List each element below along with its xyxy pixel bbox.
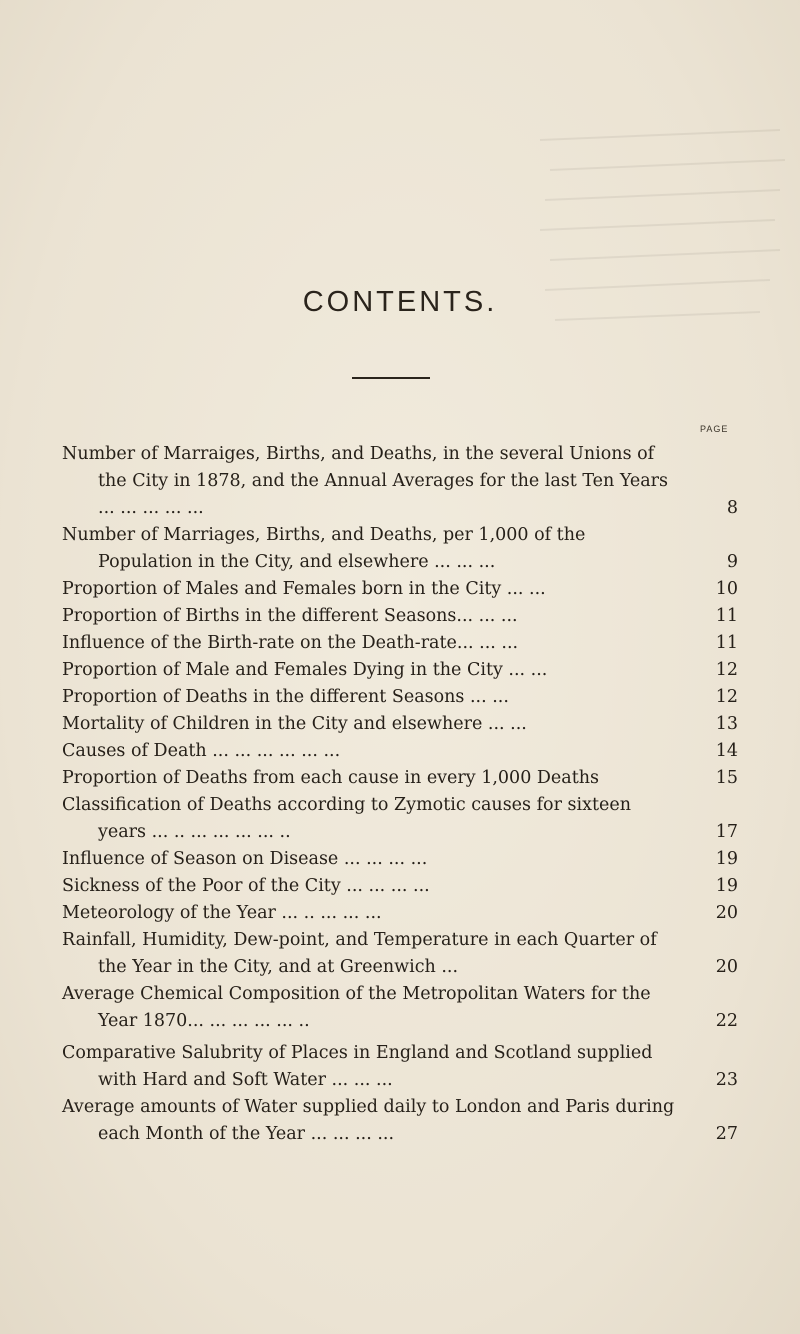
contents-entry (62, 441, 738, 522)
contents-entry (62, 927, 738, 981)
contents-entry (62, 711, 738, 738)
contents-entry (62, 900, 738, 927)
contents-entry (62, 981, 738, 1035)
entry-title: Number of Marraiges, Births, and Deaths, in the several Unions of the City in 1878, and the Annual Averages for the last Ten Years ... ... ... ... ... (62, 444, 669, 518)
entry-title: Mortality of Children in the City and elsewhere ... ... (62, 714, 527, 734)
entry-page-number: 22 (715, 1011, 738, 1031)
entry-page-number: 12 (715, 660, 738, 680)
contents-entry (62, 792, 738, 846)
contents-entry (62, 657, 738, 684)
entry-page-number: 20 (715, 957, 738, 977)
entry-title: Causes of Death ... ... ... ... ... ... (62, 741, 341, 761)
contents-entry (62, 684, 738, 711)
entry-title: Classification of Deaths according to Zymotic causes for sixteen years ... .. ... ... ... ... .. (62, 795, 631, 842)
contents-entry (62, 846, 738, 873)
entry-title: Number of Marriages, Births, and Deaths, per 1,000 of the Population in the City, and elsewhere ... ... ... (62, 525, 586, 572)
contents-entry (62, 1040, 738, 1094)
entry-page-number: 11 (715, 633, 738, 653)
entry-page-number: 19 (715, 849, 738, 869)
entry-page-number: 27 (715, 1124, 738, 1144)
entry-page-number: 23 (715, 1070, 738, 1090)
contents-entry (62, 603, 738, 630)
entry-title: Proportion of Male and Females Dying in the City ... ... (62, 660, 548, 680)
contents-entry (62, 873, 738, 900)
entry-page-number: 15 (715, 768, 738, 788)
contents-entry (62, 576, 738, 603)
entry-title: Rainfall, Humidity, Dew-point, and Temperature in each Quarter of the Year in the City, and at Greenwich ... (62, 930, 657, 977)
contents-entry (62, 765, 738, 792)
entry-page-number: 8 (726, 498, 738, 518)
contents-entry (62, 1094, 738, 1148)
entry-page-number: 10 (715, 579, 738, 599)
entry-title: Proportion of Males and Females born in the City ... ... (62, 579, 546, 599)
entry-page-number: 12 (715, 687, 738, 707)
entry-page-number: 17 (715, 822, 738, 842)
page-column-label: PAGE (700, 424, 729, 434)
entry-page-number: 14 (715, 741, 738, 761)
entry-page-number: 11 (715, 606, 738, 626)
contents-list (62, 441, 738, 1148)
entry-page-number: 9 (726, 552, 738, 572)
entry-page-number: 13 (715, 714, 738, 734)
entry-title: Comparative Salubrity of Places in England and Scotland supplied with Hard and Soft Water ... ... ... (62, 1043, 653, 1090)
entry-title: Meteorology of the Year ... .. ... ... ... (62, 903, 382, 923)
entry-title: Proportion of Deaths from each cause in every 1,000 Deaths (62, 768, 599, 788)
entry-title: Average Chemical Composition of the Metropolitan Waters for the Year 1870... ... ... ... ... .. (62, 984, 651, 1031)
entry-title: Proportion of Deaths in the different Seasons ... ... (62, 687, 509, 707)
title-divider (352, 377, 430, 379)
entry-title: Sickness of the Poor of the City ... ... ... ... (62, 876, 430, 896)
contents-entry (62, 738, 738, 765)
entry-title: Influence of the Birth-rate on the Death-rate... ... ... (62, 633, 519, 653)
entry-title: Average amounts of Water supplied daily to London and Paris during each Month of the Year ... ... ... ... (62, 1097, 675, 1144)
contents-entry (62, 522, 738, 576)
entry-title: Proportion of Births in the different Seasons... ... ... (62, 606, 518, 626)
entry-page-number: 19 (715, 876, 738, 896)
contents-entry (62, 630, 738, 657)
entry-title: Influence of Season on Disease ... ... ... ... (62, 849, 428, 869)
page-title: CONTENTS. (302, 286, 498, 318)
entry-page-number: 20 (715, 903, 738, 923)
